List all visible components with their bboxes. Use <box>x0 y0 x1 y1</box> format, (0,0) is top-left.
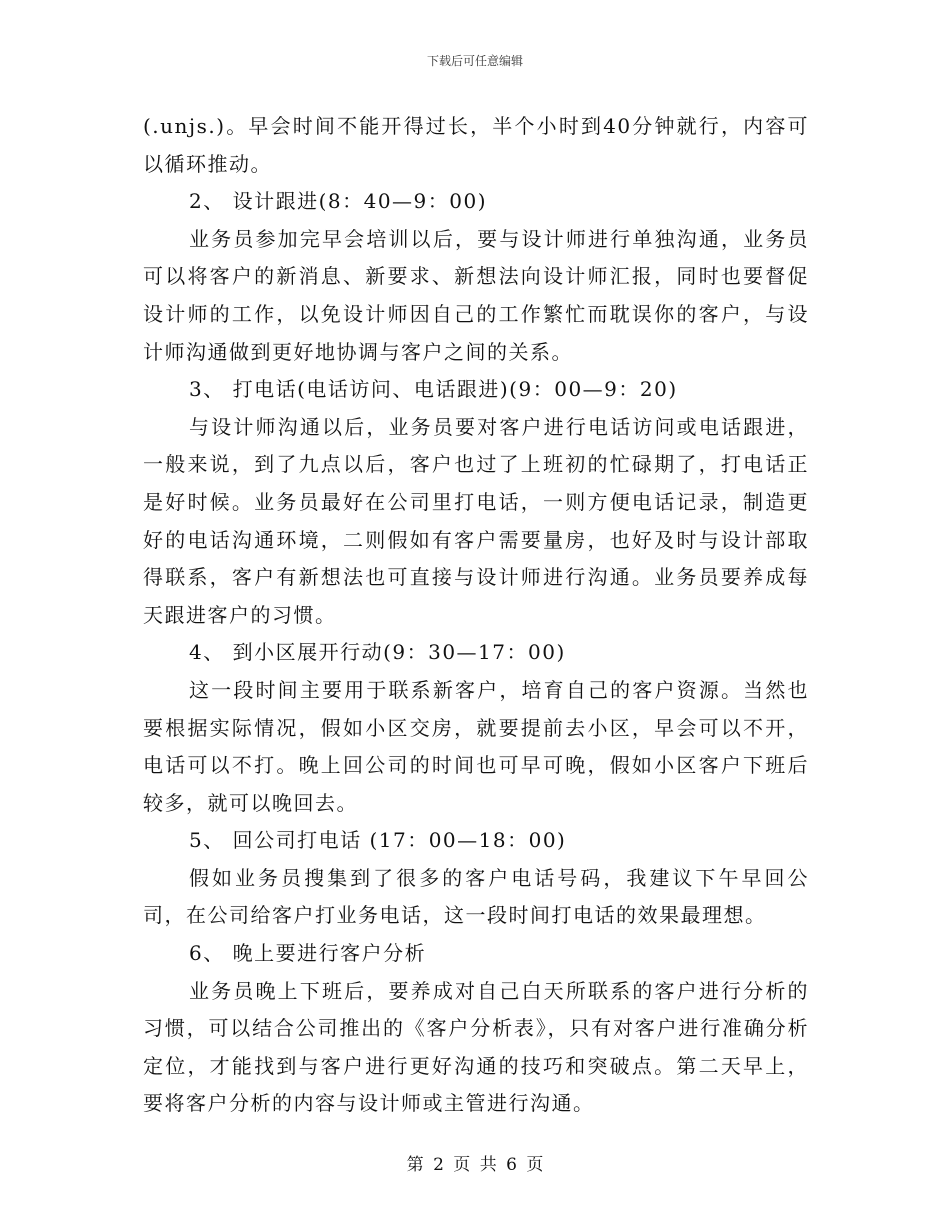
section-heading: 4、 到小区展开行动(9：30—17：00) <box>189 640 566 665</box>
section-heading: 5、 回公司打电话 (17：00—18：00) <box>189 828 567 853</box>
section-heading: 3、 打电话(电话访问、电话跟进)(9：00—9：20) <box>189 377 678 402</box>
paragraph: 业务员晚上下班后，要养成对自己白天所联系的客户进行分析的习惯，可以结合公司推出的《客户分析表》，只有对客户进行准确分析定位，才能找到与客户进行更好沟通的技巧和突破点。第二天早上，要将客户分析的内容与设计师或主管进行沟通。 <box>143 978 809 1116</box>
section-heading: 6、 晚上要进行客户分析 <box>189 941 427 966</box>
paragraph: (.unjs.)。早会时间不能开得过长，半个小时到40分钟就行，内容可以循环推动。 <box>143 114 809 176</box>
section-heading: 2、 设计跟进(8：40—9：00) <box>189 189 488 214</box>
paragraph: 业务员参加完早会培训以后，要与设计师进行单独沟通，业务员可以将客户的新消息、新要求、新想法向设计师汇报，同时也要督促设计师的工作，以免设计师因自己的工作繁忙而耽误你的客户，与设计师沟通做到更好地协调与客户之间的关系。 <box>143 226 809 364</box>
paragraph: 这一段时间主要用于联系新客户，培育自己的客户资源。当然也要根据实际情况，假如小区交房，就要提前去小区，早会可以不开，电话可以不打。晚上回公司的时间也可早可晚，假如小区客户下班后较多，就可以晚回去。 <box>143 677 809 815</box>
paragraph: 与设计师沟通以后，业务员要对客户进行电话访问或电话跟进，一般来说，到了九点以后，客户也过了上班初的忙碌期了，打电话正是好时候。业务员最好在公司里打电话，一则方便电话记录，制造更好的电话沟通环境，二则假如有客户需要量房，也好及时与设计部取得联系，客户有新想法也可直接与设计师进行沟通。业务员要养成每天跟进客户的习惯。 <box>143 414 809 627</box>
document-body <box>143 108 809 1123</box>
page-header: 下载后可任意编辑 <box>426 54 523 68</box>
paragraph: 假如业务员搜集到了很多的客户电话号码，我建议下午早回公司，在公司给客户打业务电话，这一段时间打电话的效果最理想。 <box>143 865 809 928</box>
page-footer: 第 2 页 共 6 页 <box>406 1155 544 1175</box>
